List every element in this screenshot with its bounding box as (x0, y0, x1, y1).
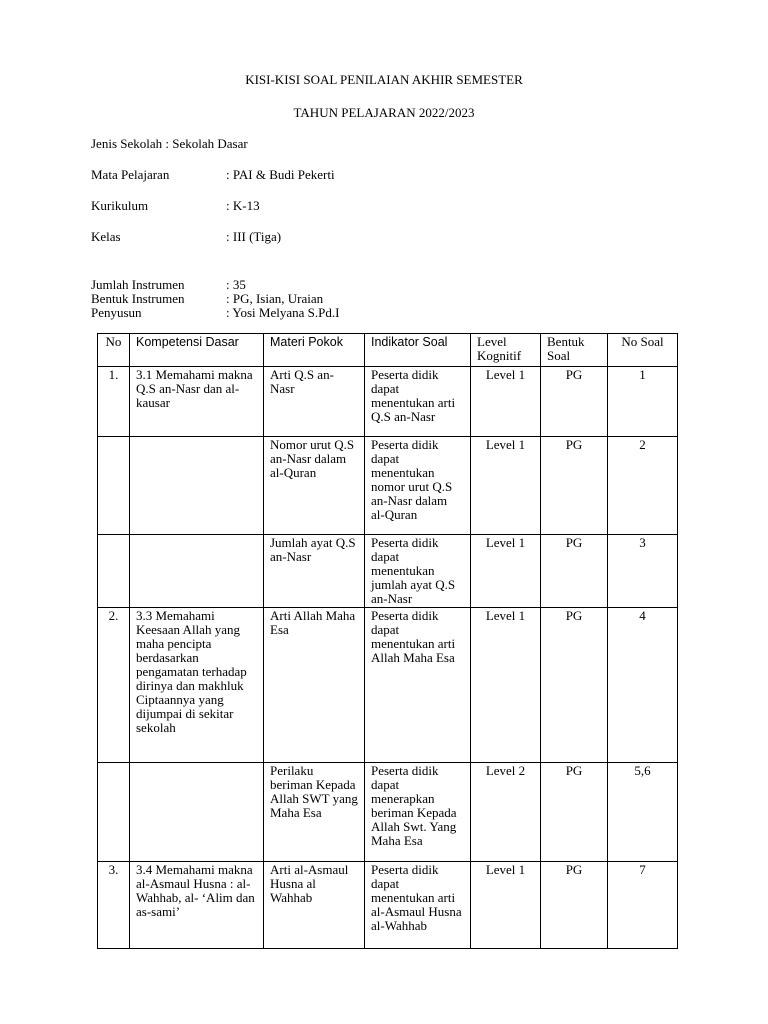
jumlah-instrumen-value: : 35 (226, 277, 246, 292)
cell-indikator-soal: Peserta didik dapat menentukan arti Allah Maha Esa (365, 608, 471, 763)
cell-bentuk-soal: PG (541, 535, 608, 608)
cell-materi-pokok: Arti al-Asmaul Husna al Wahhab (264, 862, 365, 949)
cell-no: 1. (98, 367, 130, 437)
mata-pelajaran-label: Mata Pelajaran (91, 167, 170, 182)
cell-bentuk-soal: PG (541, 763, 608, 862)
cell-bentuk-soal: PG (541, 367, 608, 437)
cell-no-soal: 1 (608, 367, 678, 437)
cell-materi-pokok: Perilaku beriman Kepada Allah SWT yang Maha Esa (264, 763, 365, 862)
cell-indikator-soal: Peserta didik dapat menentukan nomor urut Q.S an-Nasr dalam al-Quran (365, 437, 471, 535)
cell-materi-pokok: Arti Allah Maha Esa (264, 608, 365, 763)
cell-no-soal: 3 (608, 535, 678, 608)
cell-level-kognitif: Level 1 (471, 535, 541, 608)
cell-level-kognitif: Level 2 (471, 763, 541, 862)
cell-kompetensi-dasar: 3.3 Memahami Keesaan Allah yang maha pencipta berdasarkan pengamatan terhadap dirinya dan makhluk Ciptaannya yang dijumpai di sekitar sekolah (130, 608, 264, 763)
header-no-soal: No Soal (608, 334, 678, 367)
cell-level-kognitif: Level 1 (471, 367, 541, 437)
mata-pelajaran-value: : PAI & Budi Pekerti (226, 167, 335, 182)
cell-no (98, 535, 130, 608)
cell-bentuk-soal: PG (541, 608, 608, 763)
kurikulum-value: : K-13 (226, 198, 260, 213)
cell-kompetensi-dasar (130, 763, 264, 862)
cell-no (98, 437, 130, 535)
cell-materi-pokok: Jumlah ayat Q.S an-Nasr (264, 535, 365, 608)
cell-no-soal: 4 (608, 608, 678, 763)
jenis-sekolah-line: Jenis Sekolah : Sekolah Dasar (91, 136, 248, 151)
cell-no: 3. (98, 862, 130, 949)
table-row (98, 763, 678, 862)
table-row (98, 437, 678, 535)
cell-level-kognitif: Level 1 (471, 437, 541, 535)
cell-no-soal: 2 (608, 437, 678, 535)
kelas-label: Kelas (91, 229, 121, 244)
penyusun-value: : Yosi Melyana S.Pd.I (226, 305, 340, 320)
table-row (98, 367, 678, 437)
header-kompetensi-dasar: Kompetensi Dasar (130, 334, 264, 367)
cell-level-kognitif: Level 1 (471, 608, 541, 763)
table-header-row (98, 334, 678, 367)
cell-kompetensi-dasar (130, 437, 264, 535)
cell-no: 2. (98, 608, 130, 763)
cell-kompetensi-dasar: 3.1 Memahami makna Q.S an-Nasr dan al-kausar (130, 367, 264, 437)
cell-no-soal: 7 (608, 862, 678, 949)
header-level-kognitif: Level Kognitif (471, 334, 541, 367)
kelas-value: : III (Tiga) (226, 229, 282, 244)
header-materi-pokok: Materi Pokok (264, 334, 365, 367)
document-subtitle: TAHUN PELAJARAN 2022/2023 (293, 105, 475, 120)
header-bentuk-soal: Bentuk Soal (541, 334, 608, 367)
document-title: KISI-KISI SOAL PENILAIAN AKHIR SEMESTER (245, 72, 523, 87)
header-indikator-soal: Indikator Soal (365, 334, 471, 367)
cell-materi-pokok: Nomor urut Q.S an-Nasr dalam al-Quran (264, 437, 365, 535)
cell-indikator-soal: Peserta didik dapat menentukan arti Q.S an-Nasr (365, 367, 471, 437)
table-row (98, 862, 678, 949)
cell-indikator-soal: Peserta didik dapat menentukan jumlah ayat Q.S an-Nasr (365, 535, 471, 608)
cell-indikator-soal: Peserta didik dapat menerapkan beriman Kepada Allah Swt. Yang Maha Esa (365, 763, 471, 862)
cell-bentuk-soal: PG (541, 437, 608, 535)
cell-indikator-soal: Peserta didik dapat menentukan arti al-Asmaul Husna al-Wahhab (365, 862, 471, 949)
cell-no-soal: 5,6 (608, 763, 678, 862)
bentuk-instrumen-label: Bentuk Instrumen (91, 291, 185, 306)
table-row (98, 535, 678, 608)
cell-kompetensi-dasar (130, 535, 264, 608)
cell-level-kognitif: Level 1 (471, 862, 541, 949)
header-no: No (98, 334, 130, 367)
penyusun-label: Penyusun (91, 305, 142, 320)
table-row (98, 608, 678, 763)
bentuk-instrumen-value: : PG, Isian, Uraian (226, 291, 324, 306)
jumlah-instrumen-label: Jumlah Instrumen (91, 277, 185, 292)
cell-kompetensi-dasar: 3.4 Memahami makna al-Asmaul Husna : al-Wahhab, al- ‘Alim dan as-sami’ (130, 862, 264, 949)
cell-bentuk-soal: PG (541, 862, 608, 949)
kurikulum-label: Kurikulum (91, 198, 149, 213)
kisi-kisi-table (97, 333, 678, 949)
cell-no (98, 763, 130, 862)
cell-materi-pokok: Arti Q.S an-Nasr (264, 367, 365, 437)
